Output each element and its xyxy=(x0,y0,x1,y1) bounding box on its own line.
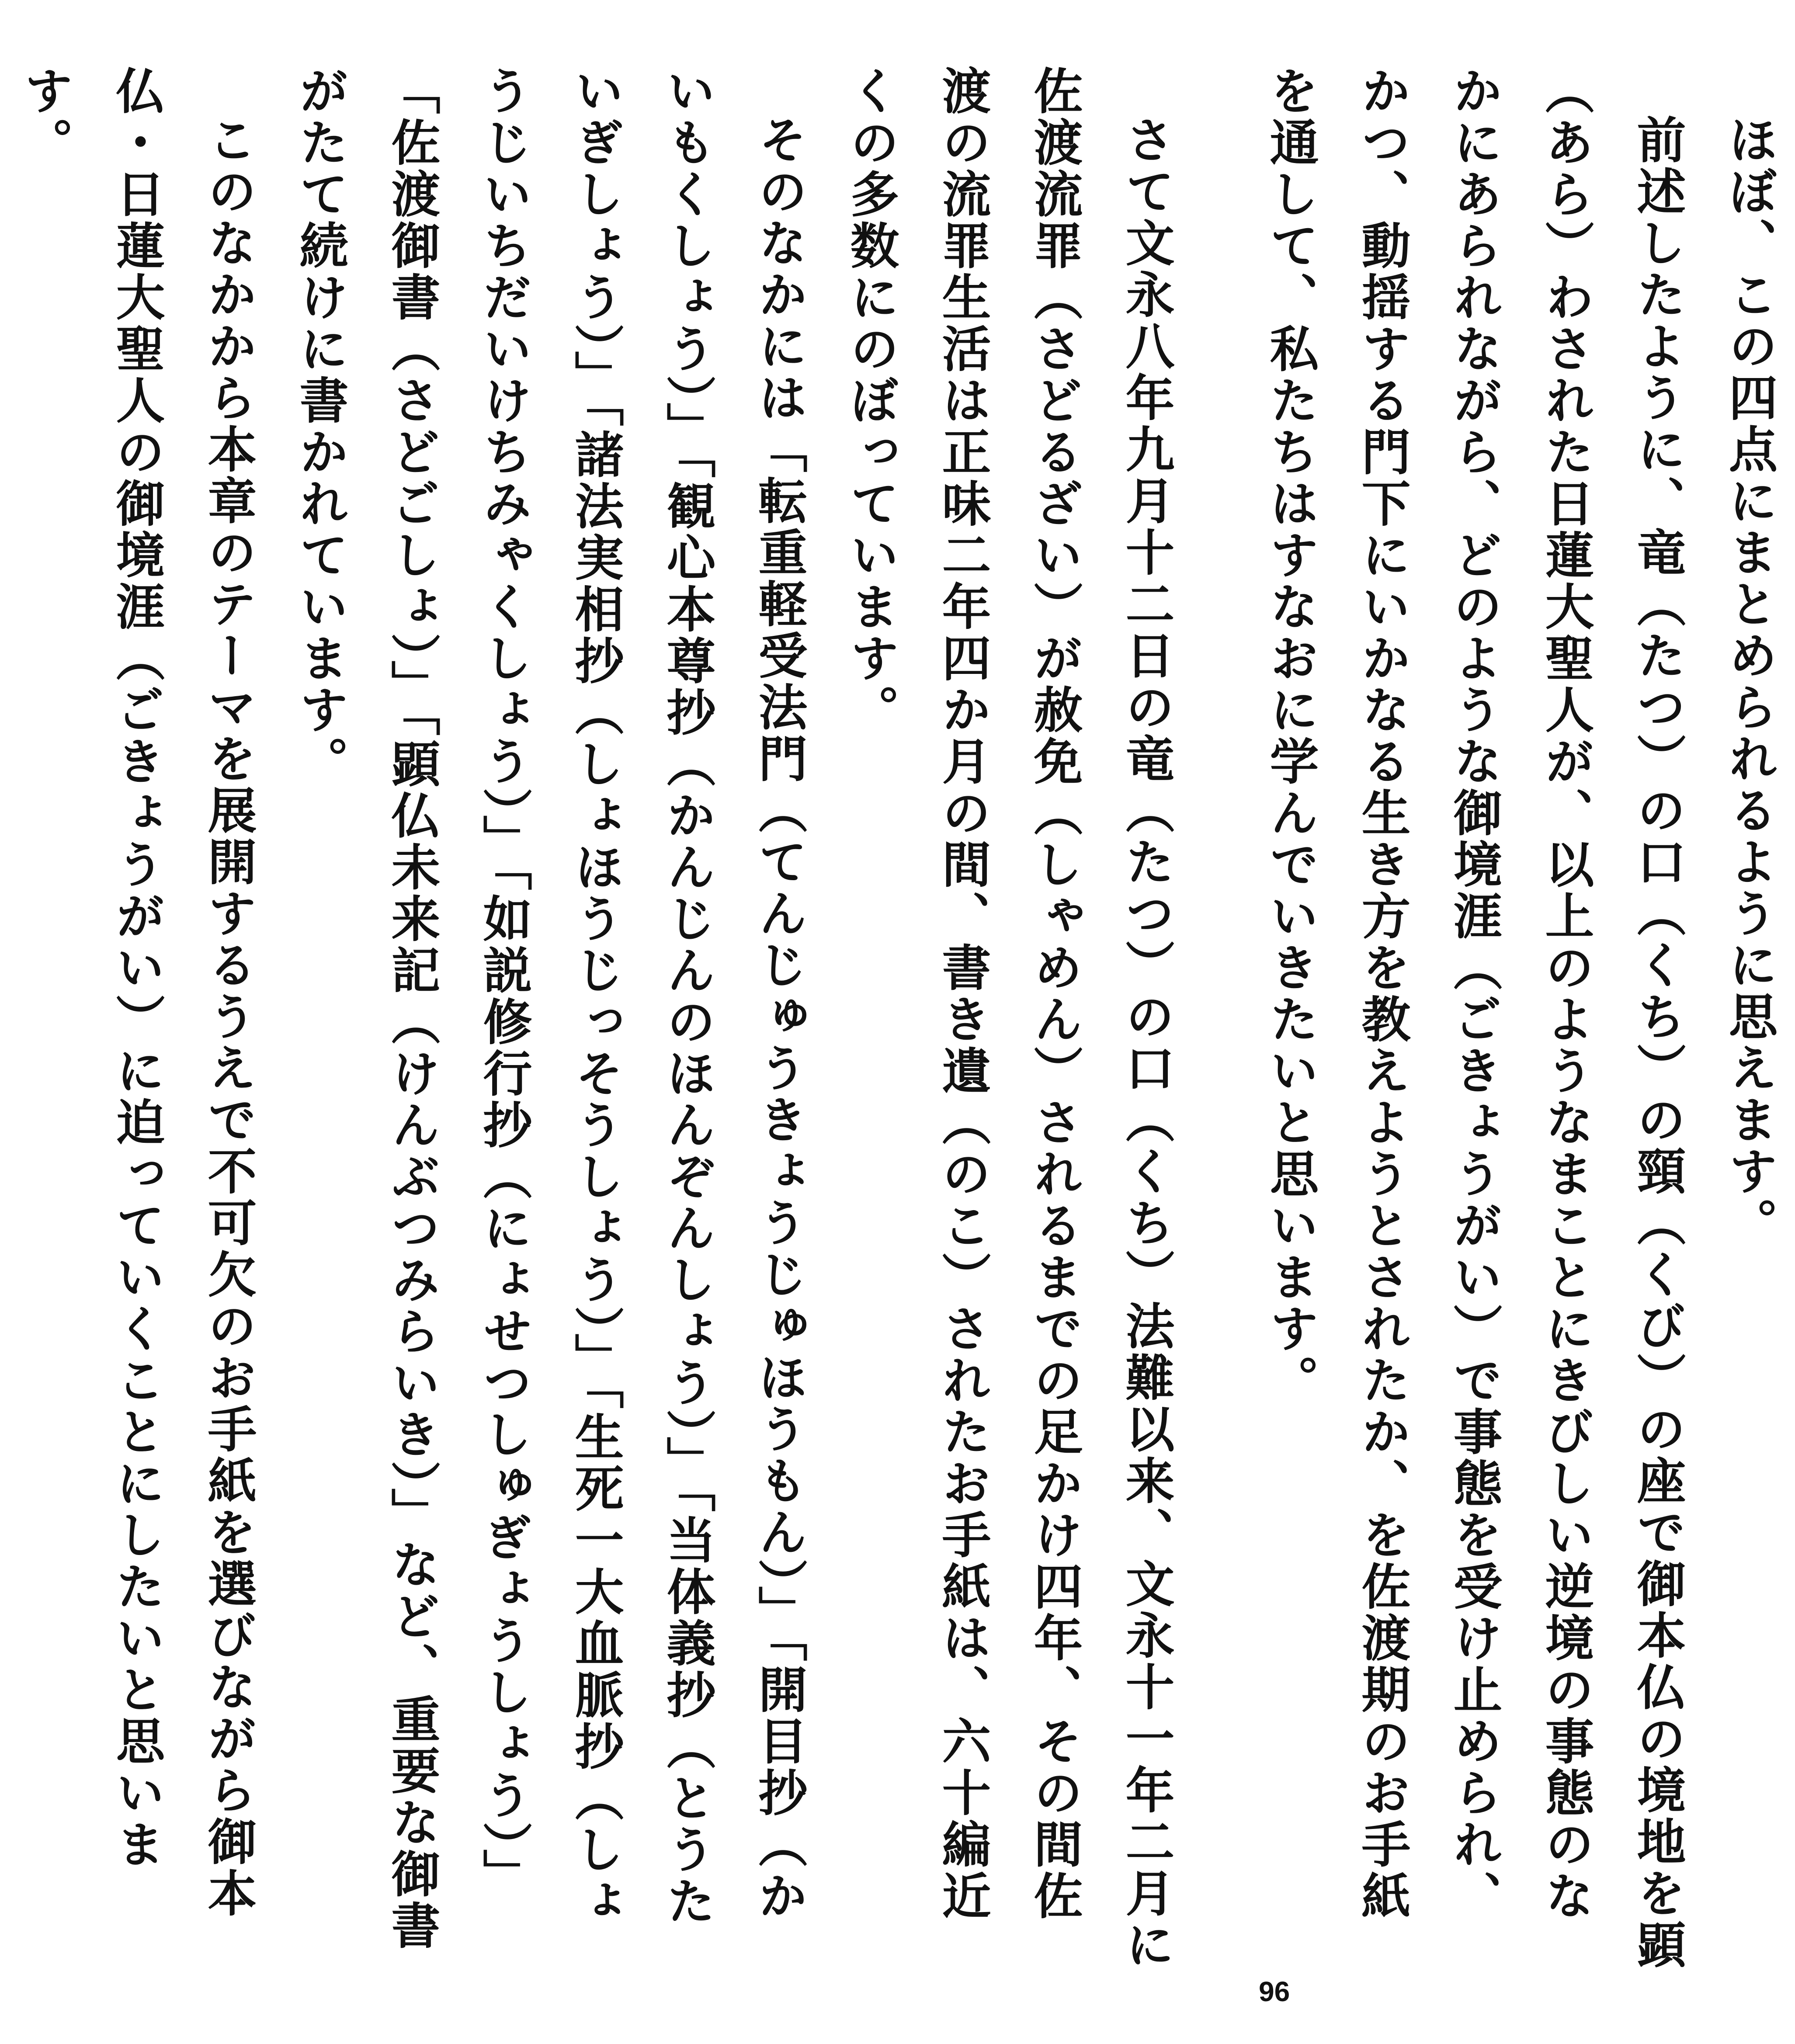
paragraph: 前述したように、竜（たつ）の口（くち）の頸（くび）の座で御本仏の境地を顕（あら）わされた日蓮大聖人が、以上のようなまことにきびしい逆境の事態のなかにあられながら、どのような御境涯（ごきょうがい）で事態を受け止められ、かつ、動揺する門下にいかなる生き方を教えようとされたか、を佐渡期のお手紙を通して、私たちはすなおに学んでいきたいと思います。 xyxy=(1262,66,1686,1971)
page-number: 96 xyxy=(1259,1976,1290,2007)
body-text xyxy=(0,66,1778,1971)
paragraph: このなかから本章のテーマを展開するうえで不可欠のお手紙を選びながら御本仏・日蓮大聖人の御境涯（ごきょうがい）に迫っていくことにしたいと思います。 xyxy=(16,66,257,1919)
paragraph: そのなかには「転重軽受法門（てんじゅうきょうじゅほうもん）」「開目抄（かいもくしょう）」「観心本尊抄（かんじんのほんぞんしょう）」「当体義抄（とうたいぎしょう）」「諸法実相抄（しょほうじっそうしょう）」「生死一大血脈抄（しょうじいちだいけちみゃくしょう）」「如説修行抄（にょせつしゅぎょうしょう）」「佐渡御書（さどごしょ）」「顕仏未来記（けんぶつみらいき）」など、重要な御書がたて続けに書かれています。 xyxy=(292,66,808,1952)
vertical-text-column xyxy=(0,66,1795,1971)
paragraph: さて文永八年九月十二日の竜（たつ）の口（くち）法難以来、文永十一年二月に佐渡流罪（さどるざい）が赦免（しゃめん）されるまでの足かけ四年、その間佐渡の流罪生活は正味二年四か月の間、書き遺（のこ）されたお手紙は、六十編近くの多数にのぼっています。 xyxy=(842,66,1175,1971)
paragraph: ほぼ、この四点にまとめられるように思えます。 xyxy=(1721,115,1778,1249)
